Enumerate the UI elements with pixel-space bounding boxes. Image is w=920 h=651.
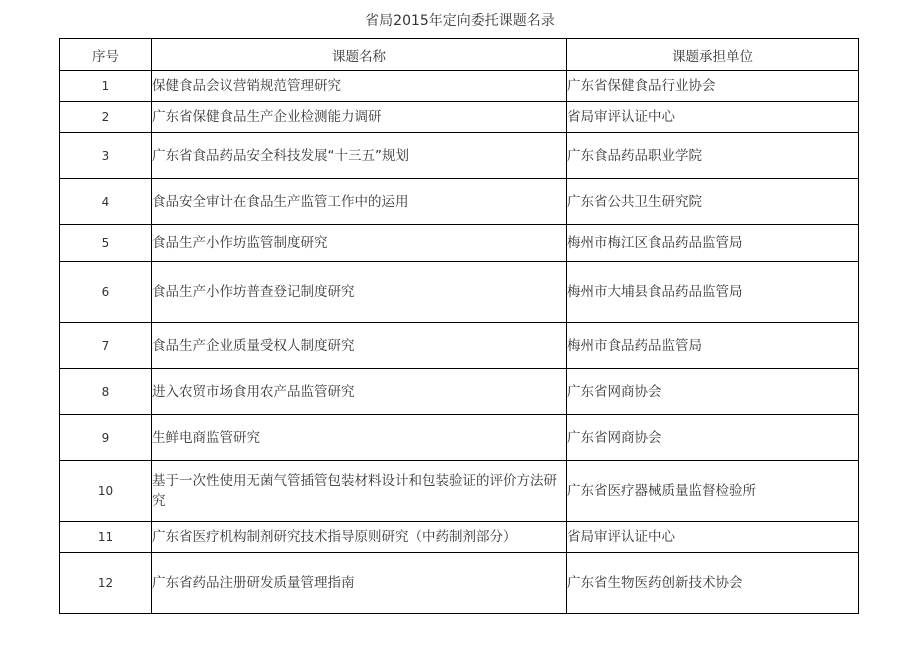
row-undertaking-unit: 广东食品药品职业学院 <box>567 133 859 179</box>
table-row <box>60 323 859 369</box>
row-project-name: 进入农贸市场食用农产品监管研究 <box>152 369 567 415</box>
row-undertaking-unit: 广东省保健食品行业协会 <box>567 71 859 102</box>
project-table <box>59 38 859 614</box>
document-title: 省局2015年定向委托课题名录 <box>365 13 555 29</box>
row-seq: 12 <box>60 553 152 614</box>
row-project-name: 食品生产小作坊监管制度研究 <box>152 225 567 262</box>
row-undertaking-unit: 省局审评认证中心 <box>567 522 859 553</box>
table-row <box>60 461 859 522</box>
row-project-name: 广东省食品药品安全科技发展“十三五”规划 <box>152 133 567 179</box>
row-seq: 2 <box>60 102 152 133</box>
row-project-name: 广东省保健食品生产企业检测能力调研 <box>152 102 567 133</box>
row-project-name: 广东省医疗机构制剂研究技术指导原则研究（中药制剂部分） <box>152 522 567 553</box>
table-row <box>60 179 859 225</box>
row-undertaking-unit: 广东省网商协会 <box>567 369 859 415</box>
row-project-name: 食品生产小作坊普查登记制度研究 <box>152 262 567 323</box>
table-row <box>60 415 859 461</box>
row-seq: 3 <box>60 133 152 179</box>
row-seq: 10 <box>60 461 152 522</box>
table-row <box>60 102 859 133</box>
row-undertaking-unit: 省局审评认证中心 <box>567 102 859 133</box>
table-header-row <box>60 39 859 71</box>
row-seq: 4 <box>60 179 152 225</box>
row-undertaking-unit: 广东省医疗器械质量监督检验所 <box>567 461 859 522</box>
row-undertaking-unit: 广东省网商协会 <box>567 415 859 461</box>
table-row <box>60 225 859 262</box>
row-undertaking-unit: 广东省公共卫生研究院 <box>567 179 859 225</box>
row-seq: 7 <box>60 323 152 369</box>
row-seq: 9 <box>60 415 152 461</box>
header-seq: 序号 <box>60 39 152 71</box>
row-seq: 5 <box>60 225 152 262</box>
table-row <box>60 71 859 102</box>
row-project-name: 基于一次性使用无菌气管插管包装材料设计和包装验证的评价方法研究 <box>152 461 567 522</box>
row-undertaking-unit: 梅州市食品药品监管局 <box>567 323 859 369</box>
table-row <box>60 522 859 553</box>
row-seq: 11 <box>60 522 152 553</box>
header-undertaking-unit: 课题承担单位 <box>567 39 859 71</box>
row-undertaking-unit: 广东省生物医药创新技术协会 <box>567 553 859 614</box>
row-undertaking-unit: 梅州市梅江区食品药品监管局 <box>567 225 859 262</box>
table-row <box>60 369 859 415</box>
row-project-name: 食品生产企业质量受权人制度研究 <box>152 323 567 369</box>
row-project-name: 广东省药品注册研发质量管理指南 <box>152 553 567 614</box>
row-undertaking-unit: 梅州市大埔县食品药品监管局 <box>567 262 859 323</box>
table-row <box>60 133 859 179</box>
row-seq: 6 <box>60 262 152 323</box>
header-project-name: 课题名称 <box>152 39 567 71</box>
row-project-name: 生鲜电商监管研究 <box>152 415 567 461</box>
table-row <box>60 262 859 323</box>
row-seq: 8 <box>60 369 152 415</box>
table-row <box>60 553 859 614</box>
row-project-name: 保健食品会议营销规范管理研究 <box>152 71 567 102</box>
row-seq: 1 <box>60 71 152 102</box>
row-project-name: 食品安全审计在食品生产监管工作中的运用 <box>152 179 567 225</box>
